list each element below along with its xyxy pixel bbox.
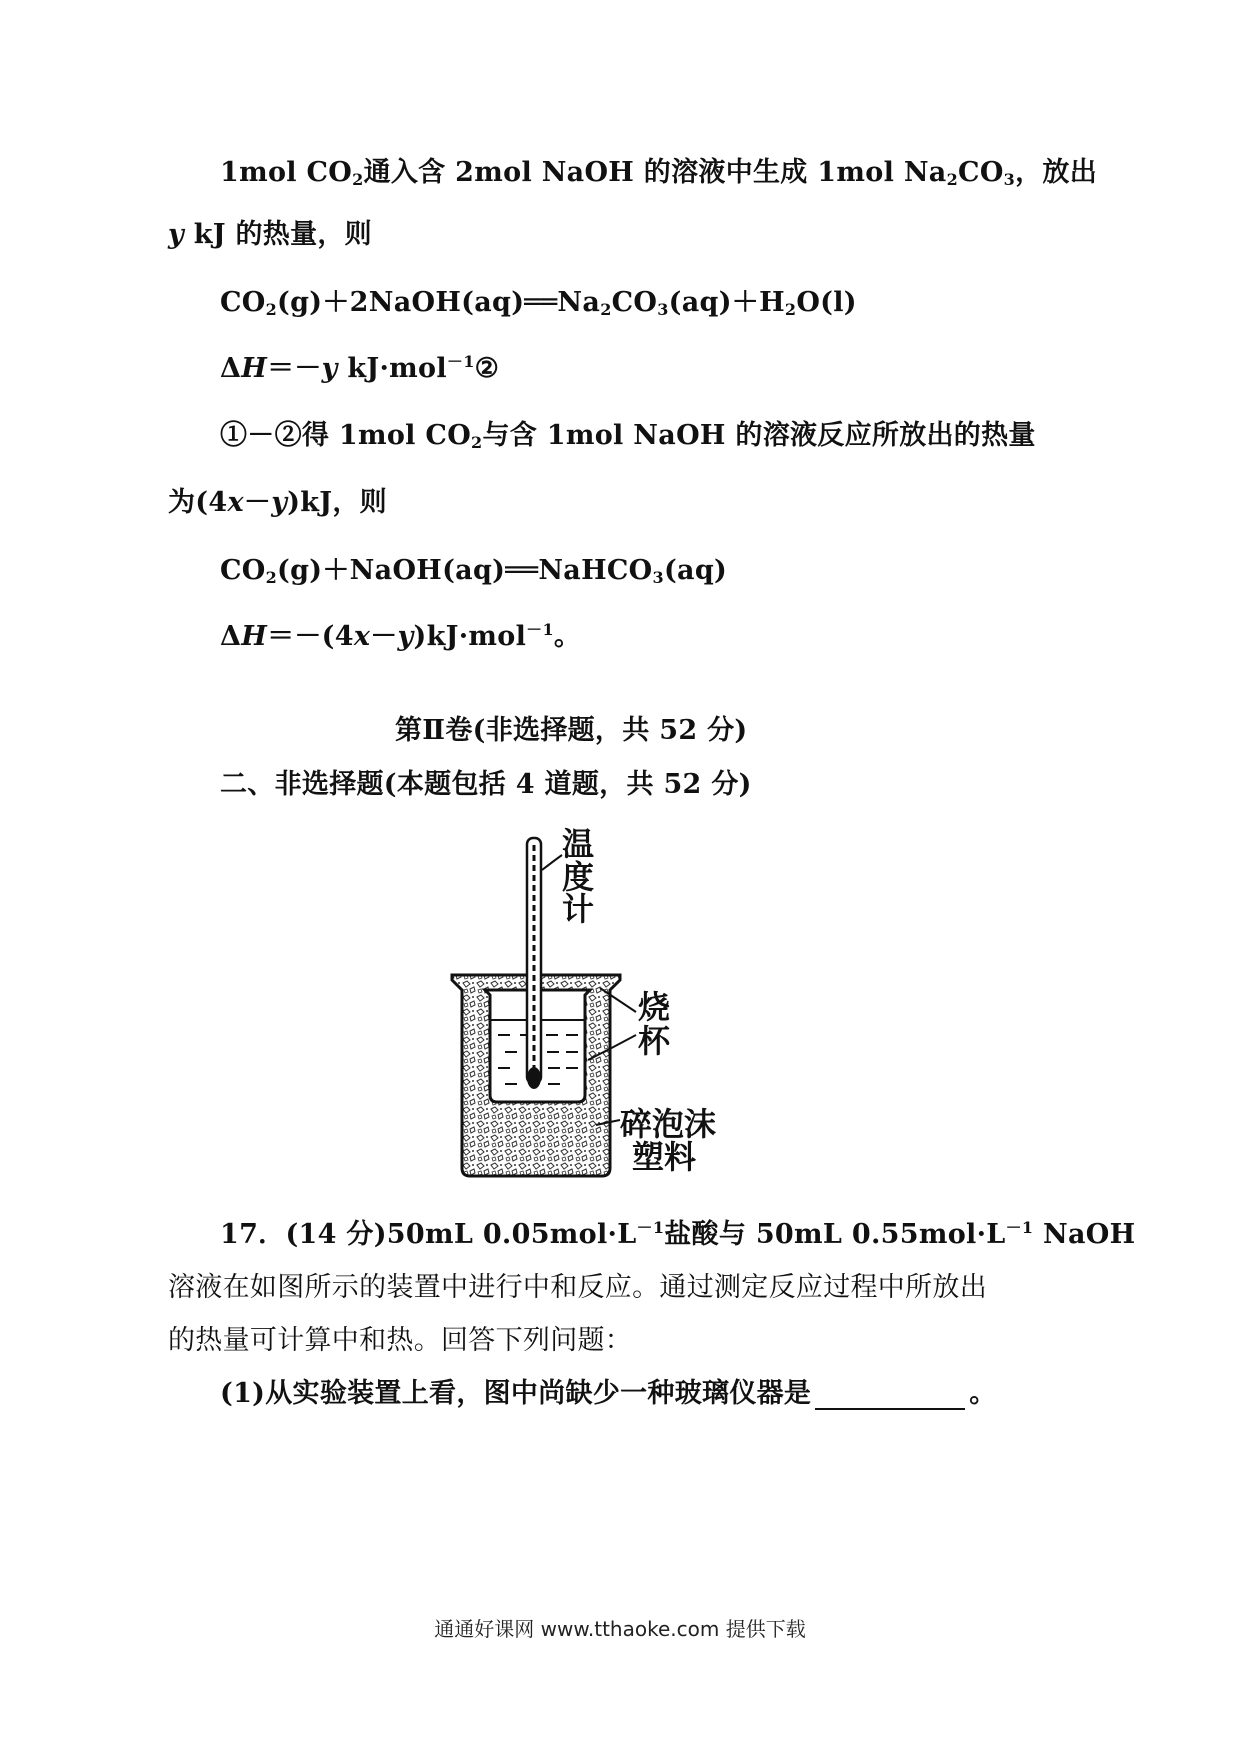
beaker-label-1: 烧 bbox=[638, 988, 671, 1026]
question-17-line-3: 的热量可计算中和热。回答下列问题： bbox=[168, 1325, 633, 1356]
thermometer-label-2: 度 bbox=[562, 858, 595, 896]
enthalpy-2: ΔH＝－(4x－y)kJ·mol$^{-1}$。 bbox=[220, 620, 582, 652]
equation-1: $CO_2(g)+2NaOH(aq)══Na_2CO_3(aq)+H_2O(l)$ bbox=[220, 287, 857, 319]
equation-2: $CO_2(g)+NaOH(aq)══NaHCO_3(aq)$ bbox=[220, 555, 728, 587]
thermometer-label-1: 温 bbox=[562, 825, 595, 863]
question-17-line-1: 17．(14 分)50mL $0.05mol\cdot L^{-1}$盐酸与 50mL $0.55mol\cdot L^{-1}$ NaOH bbox=[220, 1218, 1136, 1250]
thermometer-label-3: 计 bbox=[562, 890, 595, 928]
enthalpy-1: ΔH＝－y kJ·mol$^{-1}$② bbox=[220, 352, 500, 384]
question-17-part-1: (1)从实验装置上看，图中尚缺少一种玻璃仪器是 。 bbox=[220, 1378, 997, 1409]
solution-line-1: 1mol $CO_2$通入含 2mol NaOH 的溶液中生成 1mol $Na_2CO_3$，放出 bbox=[220, 157, 1097, 189]
solution-line-5: ①－②得 1mol $CO_2$与含 1mol NaOH 的溶液反应所放出的热量 bbox=[220, 420, 1036, 452]
page-footer: 通通好课网 www.tthaoke.com 提供下载 bbox=[434, 1617, 806, 1641]
beaker-label-2: 杯 bbox=[638, 1022, 671, 1060]
foam-label-2: 塑料 bbox=[632, 1138, 697, 1176]
foam-label-1: 碎泡沫 bbox=[620, 1105, 717, 1143]
thermometer bbox=[527, 838, 541, 1089]
solution-line-6: 为(4x－y)kJ，则 bbox=[168, 487, 387, 518]
section-title: 第Ⅱ卷(非选择题，共 52 分) bbox=[395, 715, 748, 746]
section-subtitle: 二、非选择题(本题包括 4 道题，共 52 分) bbox=[220, 769, 752, 800]
answer-blank[interactable] bbox=[815, 1382, 965, 1410]
question-17-line-2: 溶液在如图所示的装置中进行中和反应。通过测定反应过程中所放出 bbox=[168, 1272, 987, 1303]
solution-line-2: y kJ 的热量，则 bbox=[168, 219, 372, 250]
